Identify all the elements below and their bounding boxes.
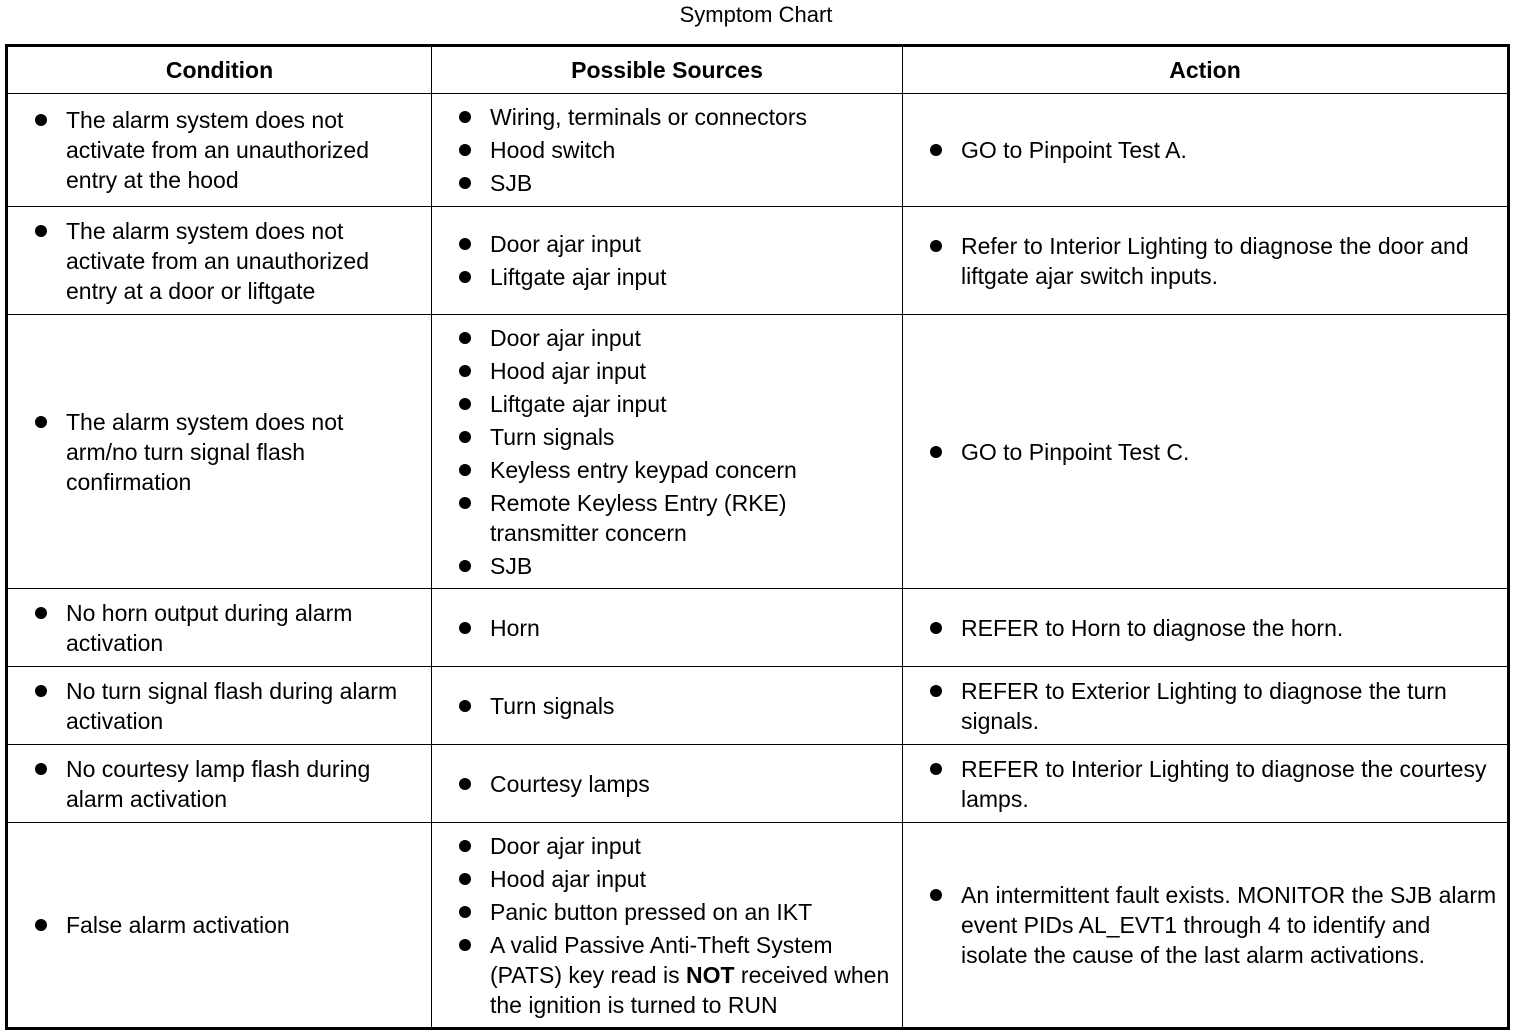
source-item: Door ajar input (456, 323, 892, 353)
sources-cell (432, 589, 903, 667)
action-text: GO to Pinpoint Test C. (927, 437, 1497, 467)
table-row (7, 823, 1509, 1029)
action-text: Refer to Interior Lighting to diagnose the door and liftgate ajar switch inputs. (927, 231, 1497, 291)
source-item: SJB (456, 168, 892, 198)
source-item: Liftgate ajar input (456, 262, 892, 292)
source-item: SJB (456, 551, 892, 581)
condition-cell (7, 823, 432, 1029)
sources-cell (432, 94, 903, 207)
pats-text-emphasis: NOT (685, 961, 735, 988)
condition-text: No courtesy lamp flash during alarm activation (32, 754, 421, 814)
sources-cell (432, 823, 903, 1029)
condition-cell (7, 315, 432, 589)
source-item-pats (456, 930, 892, 1020)
action-cell (903, 667, 1509, 745)
source-item: Panic button pressed on an IKT (456, 897, 892, 927)
action-text: REFER to Horn to diagnose the horn. (927, 613, 1497, 643)
source-item: Wiring, terminals or connectors (456, 102, 892, 132)
sources-cell (432, 745, 903, 823)
action-text: An intermittent fault exists. MONITOR the SJB alarm event PIDs AL_EVT1 through 4 to identify and isolate the cause of the last alarm activations. (927, 880, 1497, 970)
condition-text: No horn output during alarm activation (32, 598, 421, 658)
table-row (7, 667, 1509, 745)
table-row (7, 589, 1509, 667)
condition-text: False alarm activation (32, 910, 421, 940)
page-title: Symptom Chart (679, 2, 833, 27)
action-cell (903, 745, 1509, 823)
source-item: Courtesy lamps (456, 769, 892, 799)
source-item: Liftgate ajar input (456, 389, 892, 419)
symptom-chart-table (5, 44, 1510, 1030)
condition-text: No turn signal flash during alarm activation (32, 676, 421, 736)
source-item: Door ajar input (456, 229, 892, 259)
action-text: REFER to Interior Lighting to diagnose the courtesy lamps. (927, 754, 1497, 814)
sources-cell (432, 667, 903, 745)
condition-cell (7, 94, 432, 207)
source-item: Turn signals (456, 422, 892, 452)
source-item: Remote Keyless Entry (RKE) transmitter concern (456, 488, 892, 548)
condition-cell (7, 745, 432, 823)
table-row (7, 745, 1509, 823)
sources-cell (432, 207, 903, 315)
action-cell (903, 207, 1509, 315)
action-cell (903, 315, 1509, 589)
condition-cell (7, 589, 432, 667)
condition-cell (7, 667, 432, 745)
condition-text: The alarm system does not arm/no turn signal flash confirmation (32, 407, 421, 497)
pats-text-before: A valid Passive Anti-Theft System (PATS) key read is (490, 931, 833, 988)
source-item: Door ajar input (456, 831, 892, 861)
source-item: Hood switch (456, 135, 892, 165)
action-cell (903, 823, 1509, 1029)
header-row (7, 46, 1509, 94)
action-text: GO to Pinpoint Test A. (927, 135, 1497, 165)
action-cell (903, 94, 1509, 207)
header-possible-sources: Possible Sources (432, 46, 903, 94)
source-item: Turn signals (456, 691, 892, 721)
condition-text: The alarm system does not activate from an unauthorized entry at a door or liftgate (32, 216, 421, 306)
source-item: Keyless entry keypad concern (456, 455, 892, 485)
table-row (7, 94, 1509, 207)
action-text: REFER to Exterior Lighting to diagnose the turn signals. (927, 676, 1497, 736)
condition-text: The alarm system does not activate from an unauthorized entry at the hood (32, 105, 421, 195)
action-cell (903, 589, 1509, 667)
header-action: Action (903, 46, 1509, 94)
source-item: Hood ajar input (456, 864, 892, 894)
source-item: Hood ajar input (456, 356, 892, 386)
table-row (7, 207, 1509, 315)
condition-cell (7, 207, 432, 315)
sources-cell (432, 315, 903, 589)
header-condition: Condition (7, 46, 432, 94)
table-row (7, 315, 1509, 589)
pats-text-after: received when the ignition is turned to RUN (490, 961, 890, 1018)
source-item: Horn (456, 613, 892, 643)
